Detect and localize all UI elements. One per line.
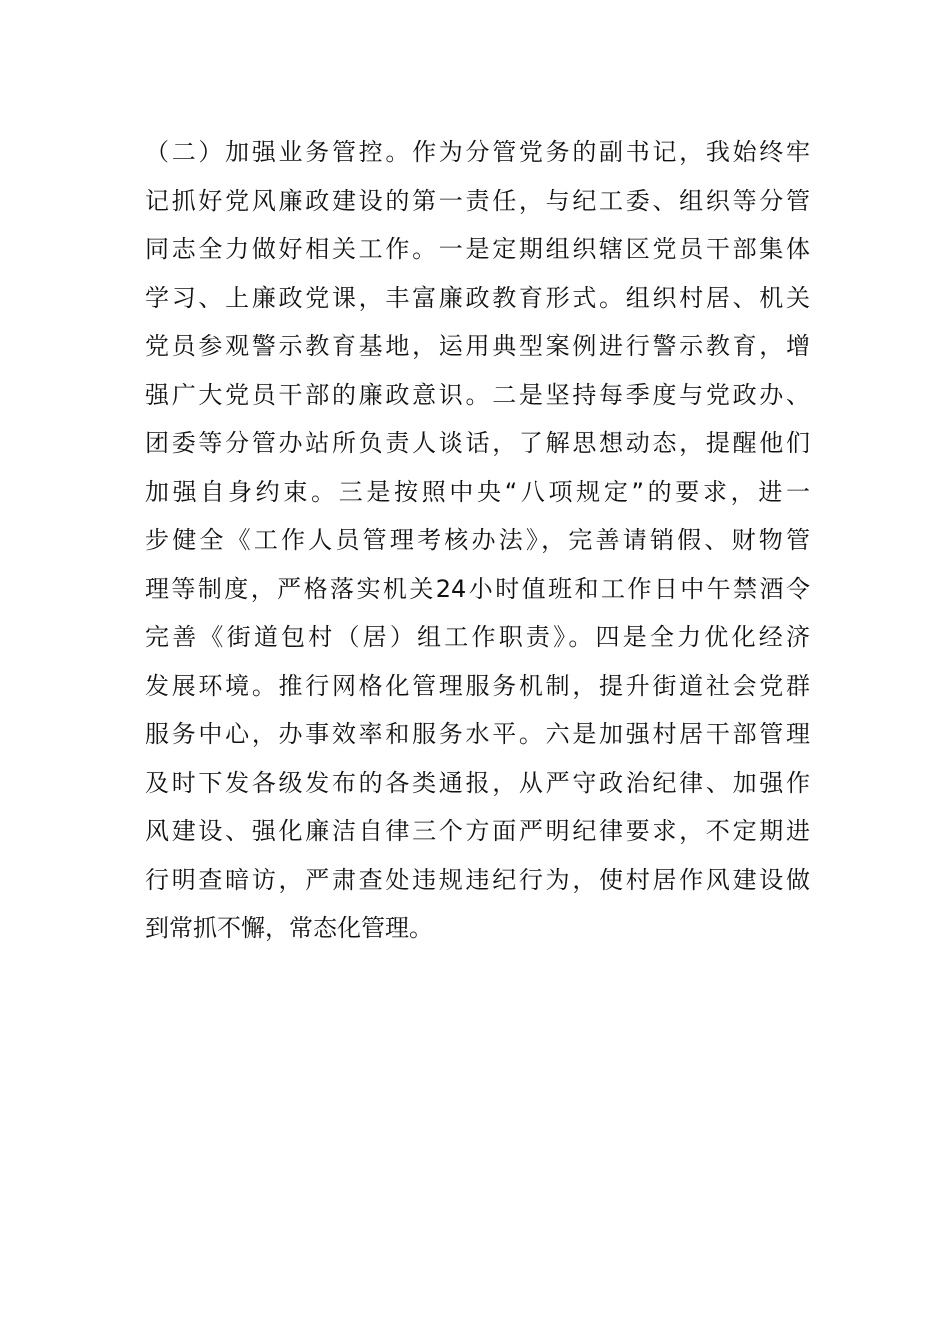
paragraph-line: 到常抓不懈，常态化管理。	[145, 914, 433, 942]
paragraph-line: 步健全《工作人员管理考核办法》，完善请销假、财物管	[145, 526, 810, 554]
paragraph-line: （二）加强业务管控。作为分管党务的副书记，我始终牢	[145, 138, 810, 166]
paragraph-line: 团委等分管办站所负责人谈话，了解思想动态，提醒他们	[145, 429, 810, 457]
paragraph-line: 同志全力做好相关工作。一是定期组织辖区党员干部集体	[145, 235, 810, 263]
paragraph-line: 及时下发各级发布的各类通报，从严守政治纪律、加强作	[145, 768, 810, 797]
paragraph-line: 强广大党员干部的廉政意识。二是坚持每季度与党政办、	[145, 380, 810, 409]
body-paragraph	[145, 128, 810, 953]
paragraph-line: 行明查暗访，严肃查处违规违纪行为，使村居作风建设做	[145, 865, 810, 894]
paragraph-line: 记抓好党风廉政建设的第一责任，与纪工委、组织等分管	[145, 186, 810, 215]
paragraph-line: 服务中心，办事效率和服务水平。六是加强村居干部管理	[145, 720, 810, 748]
paragraph-line: 发展环境。推行网格化管理服务机制，提升街道社会党群	[145, 671, 810, 700]
paragraph-line: 党员参观警示教育基地，运用典型案例进行警示教育，增	[145, 332, 810, 360]
paragraph-line: 风建设、强化廉洁自律三个方面严明纪律要求，不定期进	[145, 817, 810, 845]
paragraph-line: 学习、上廉政党课，丰富廉政教育形式。组织村居、机关	[145, 283, 810, 312]
paragraph-line: 加强自身约束。三是按照中央“八项规定”的要求，进一	[145, 477, 810, 506]
paragraph-line: 理等制度，严格落实机关24小时值班和工作日中午禁酒令	[145, 574, 810, 603]
paragraph-line: 完善《街道包村（居）组工作职责》。四是全力优化经济	[145, 623, 810, 651]
